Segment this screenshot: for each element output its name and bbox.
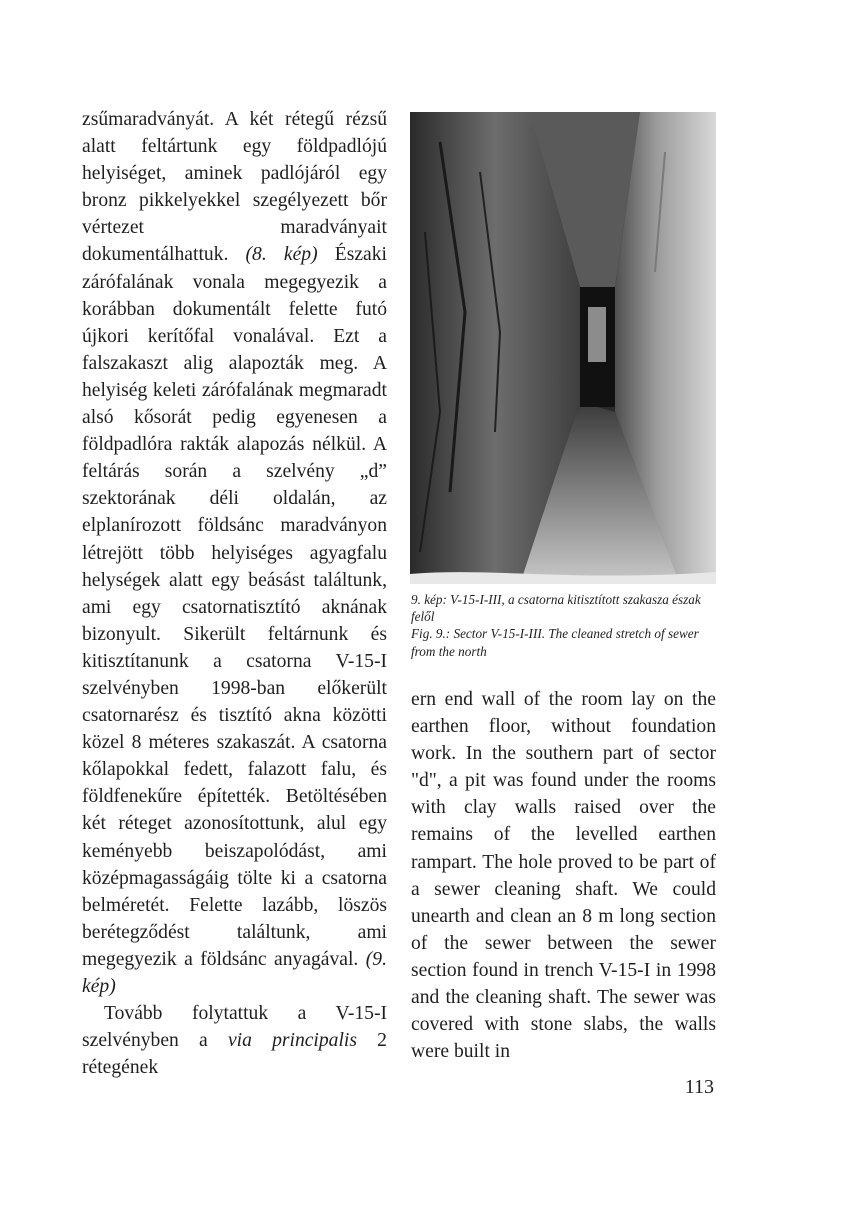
- paragraph-1: [82, 106, 387, 1000]
- caption-english: Fig. 9.: Sector V-15-I-III. The cleaned stretch of sewer from the north: [411, 626, 699, 659]
- paragraph-1-text-b: Északi zárófalának vonala megegyezik a korábban dokumentált felette futó újkori kerítőfal vonalával. Ezt a falszakaszt alig alapozták meg. A helyiség keleti zárófalának megmaradt alsó kősorát pedig egyenesen a földpadlóra rakták alapozás nélkül. A feltárás során a szelvény „d” szektorának déli oldalán, az elplanírozott földsánc maradványon létrejött több helyiséges agyagfalu helységek alatt egy beásást találtunk, ami egy csatornatisztító aknának bizonyult. Sikerült feltárnunk és kitisztítanunk a csatorna V-15-I szelvényben 1998-ban előkerült csatornarész és tisztító akna közötti közel 8 méteres szakaszát. A csatorna kőlapokkal fedett, falazott falu, és földfenekűre építették. Betöltésében két réteget azonosítottunk, alul egy keményebb beiszapolódást, ami középmagasságáig tölte ki a csatorna belméretét. Felette lazább, löszös berétegződést találtunk, ami megegyezik a földsánc anyagával.: [82, 244, 387, 970]
- paragraph-2-text-b: 2 rétegének: [82, 1030, 387, 1079]
- page-number: 113: [684, 1076, 714, 1098]
- hungarian-text-column: [82, 106, 387, 1081]
- english-text-column: [411, 686, 716, 1065]
- figure-reference-8: (8. kép): [245, 244, 318, 266]
- paragraph-2-text-a: Tovább folytattuk a V-15-I szelvényben a: [82, 1003, 387, 1052]
- paragraph-1-text-a: zsűmaradványát. A két rétegű rézsű alatt feltártunk egy földpadlójú helyiséget, aminek padlójáról egy bronz pikkelyekkel szegélyezett bőr vértezet maradványait dokumentálhattuk.: [82, 109, 387, 266]
- figure-reference-9: (9. kép): [82, 948, 387, 997]
- sewer-photograph: [410, 112, 716, 584]
- figure-caption: [411, 591, 721, 660]
- far-opening: [588, 307, 606, 362]
- english-paragraph: ern end wall of the room lay on the earthen floor, without foundation work. In the southern part of sector "d", a pit was found under the rooms with clay walls raised over the remains of the levelled earthen rampart. The hole proved to be part of a sewer cleaning shaft. We could unearth and clean an 8 m long section of the sewer between the sewer section found in trench V-15-I in 1998 and the cleaning shaft. The sewer was covered with stone slabs, the walls were built in: [411, 689, 716, 1063]
- sewer-tunnel-image: [410, 112, 716, 584]
- caption-hungarian: 9. kép: V-15-I-III, a csatorna kitisztított szakasza észak felől: [411, 592, 701, 625]
- via-principalis-term: via principalis: [227, 1030, 357, 1052]
- paragraph-2: [82, 1000, 387, 1081]
